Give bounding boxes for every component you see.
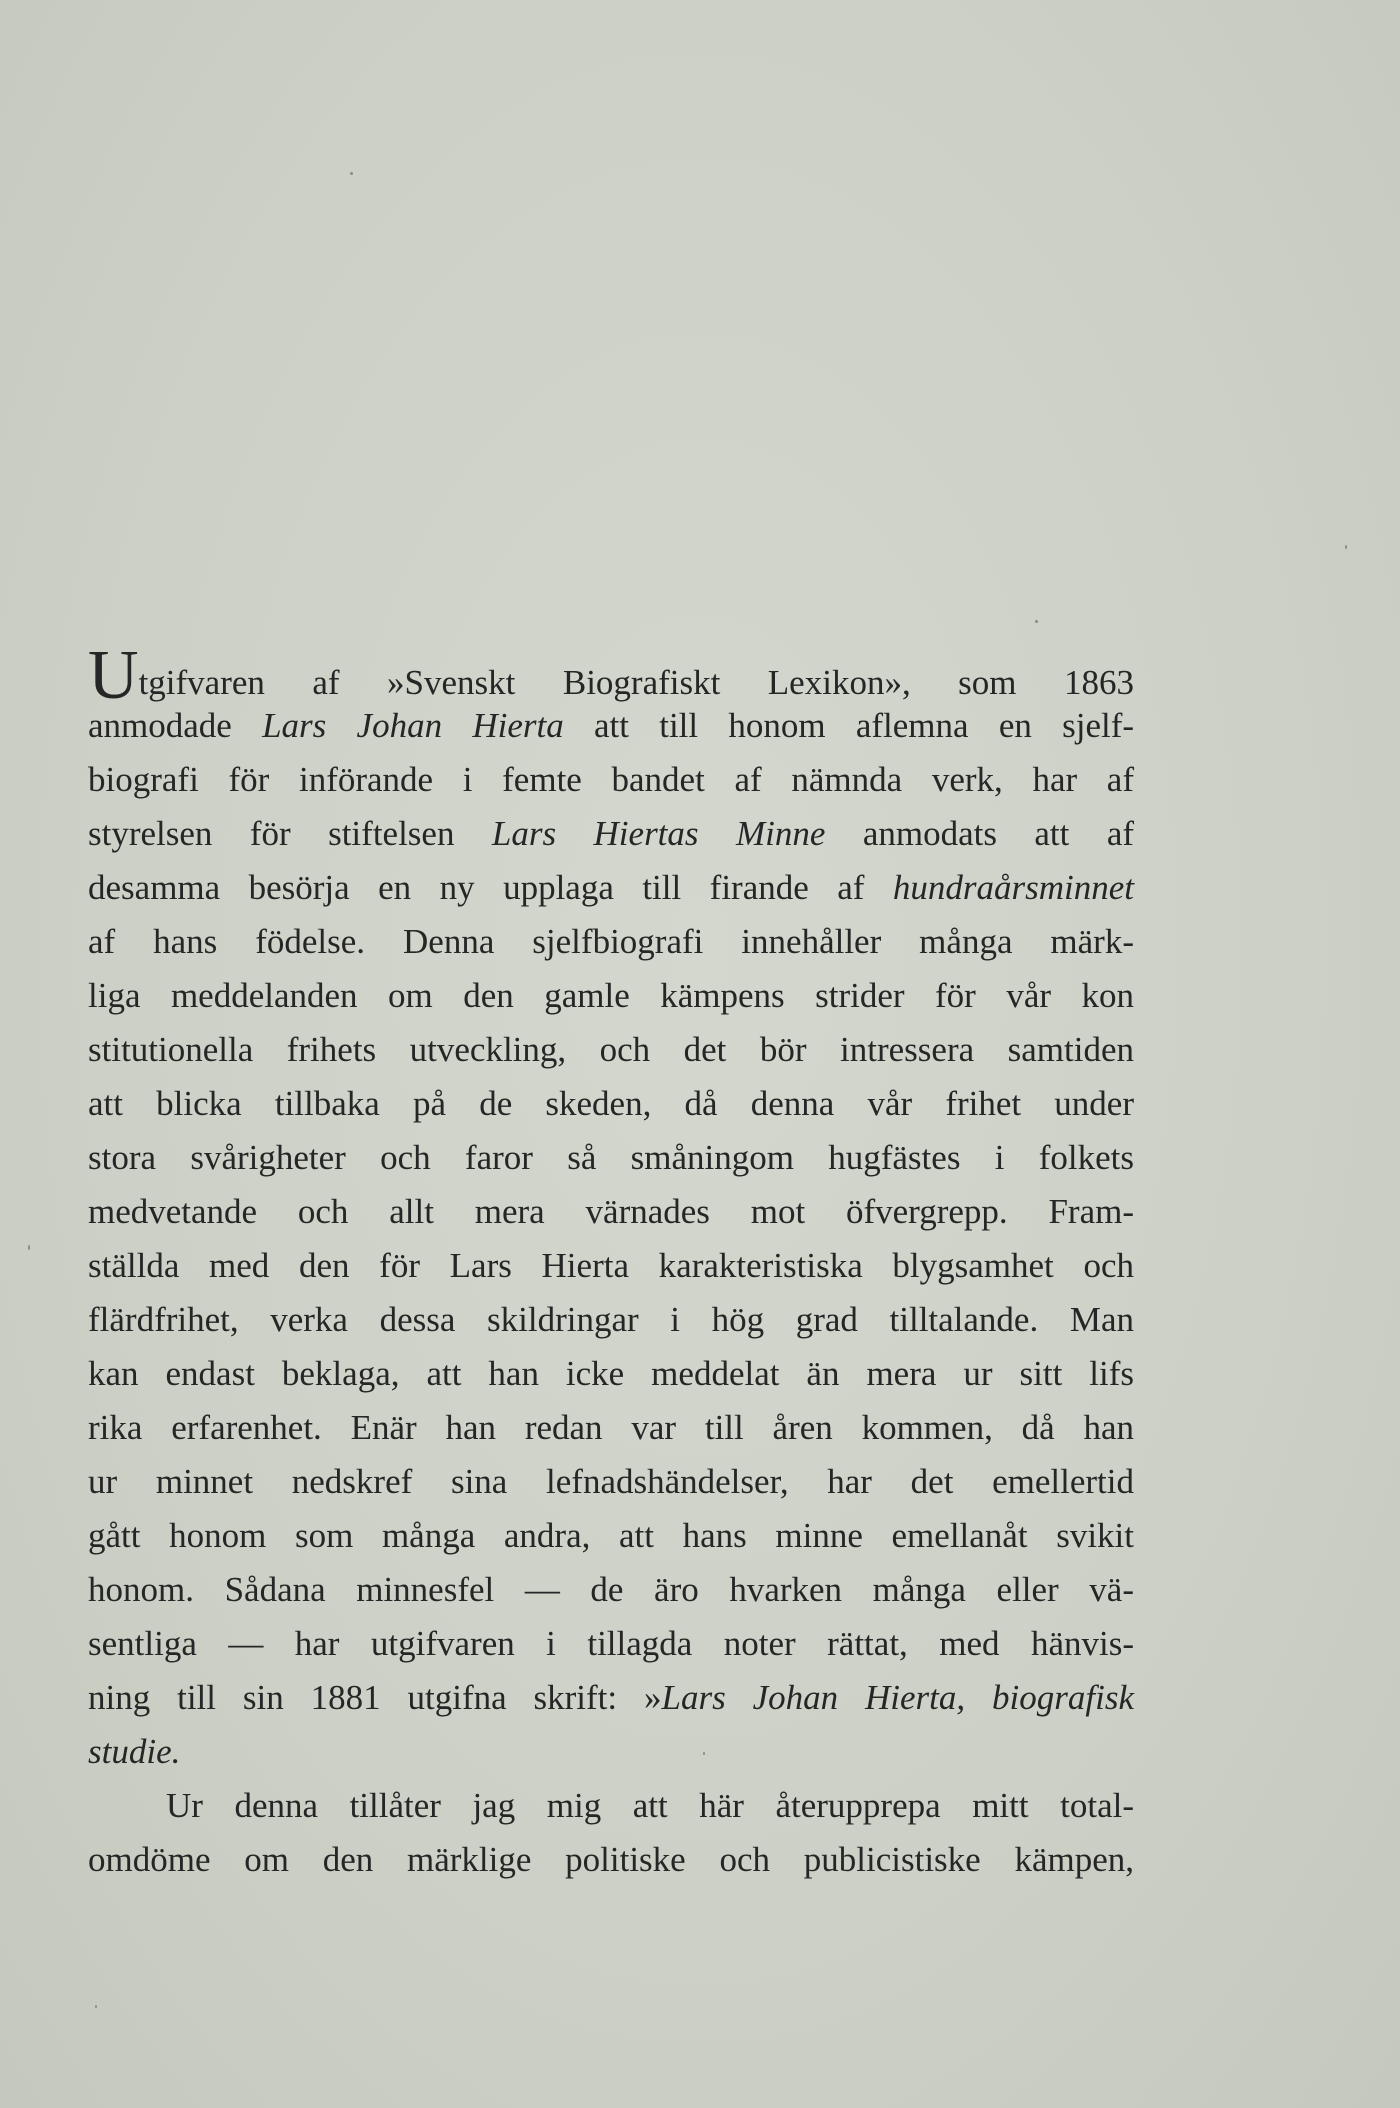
text-line: rika erfarenhet. Enär han redan var till åren kommen, då han (88, 1408, 1134, 1447)
paper-speck (95, 2005, 97, 2008)
text-line: Ur denna tillåter jag mig att här återupprepa mitt total- (166, 1786, 1134, 1825)
text-line: omdöme om den märklige politiske och publicistiske kämpen, (88, 1840, 1134, 1879)
text-line: stitutionella frihets utveckling, och det bör intressera samtiden (88, 1030, 1134, 1069)
paper-speck (703, 1752, 705, 1755)
text-line: sentliga — har utgifvaren i tillagda noter rättat, med hänvis- (88, 1624, 1134, 1663)
paper-speck (28, 1245, 30, 1250)
text-line: kan endast beklaga, att han icke meddelat än mera ur sitt lifs (88, 1354, 1134, 1393)
text-line: ur minnet nedskref sina lefnadshändelser, har det emellertid (88, 1462, 1134, 1501)
text-line: styrelsen för stiftelsen Lars Hiertas Minne anmodats att af (88, 814, 1135, 853)
text-line: anmodade Lars Johan Hierta att till honom aflemna en sjelf- (88, 706, 1135, 745)
text-line: af hans födelse. Denna sjelfbiografi innehåller många märk- (88, 922, 1134, 961)
text-line: ning till sin 1881 utgifna skrift: »Lars Johan Hierta, biografisk (88, 1678, 1134, 1717)
text-line: studie. (88, 1732, 181, 1771)
paper-speck (1035, 620, 1038, 623)
text-line: biografi för införande i femte bandet af nämnda verk, har af (88, 760, 1134, 799)
text-line: flärdfrihet, verka dessa skildringar i hög grad tilltalande. Man (88, 1300, 1134, 1339)
body-text (88, 637, 1135, 1887)
text-line: gått honom som många andra, att hans minne emellanåt svikit (88, 1516, 1134, 1555)
text-line: stora svårigheter och faror så småningom hugfästes i folkets (88, 1138, 1134, 1177)
text-line: Utgifvaren af »Svenskt Biografiskt Lexikon», som 1863 (88, 637, 1134, 714)
text-line: liga meddelanden om den gamle kämpens strider för vår kon (88, 976, 1134, 1015)
text-line: att blicka tillbaka på de skeden, då denna vår frihet under (88, 1084, 1134, 1123)
drop-initial: U (88, 637, 139, 714)
text-line: honom. Sådana minnesfel — de äro hvarken många eller vä- (88, 1570, 1134, 1609)
text-line: desamma besörja en ny upplaga till firande af hundraårsminnet (88, 868, 1134, 907)
text-line: medvetande och allt mera värnades mot öfvergrepp. Fram- (88, 1192, 1134, 1231)
paper-speck (350, 172, 353, 175)
text-line: ställda med den för Lars Hierta karakteristiska blygsamhet och (88, 1246, 1134, 1285)
paper-speck (1345, 545, 1347, 549)
